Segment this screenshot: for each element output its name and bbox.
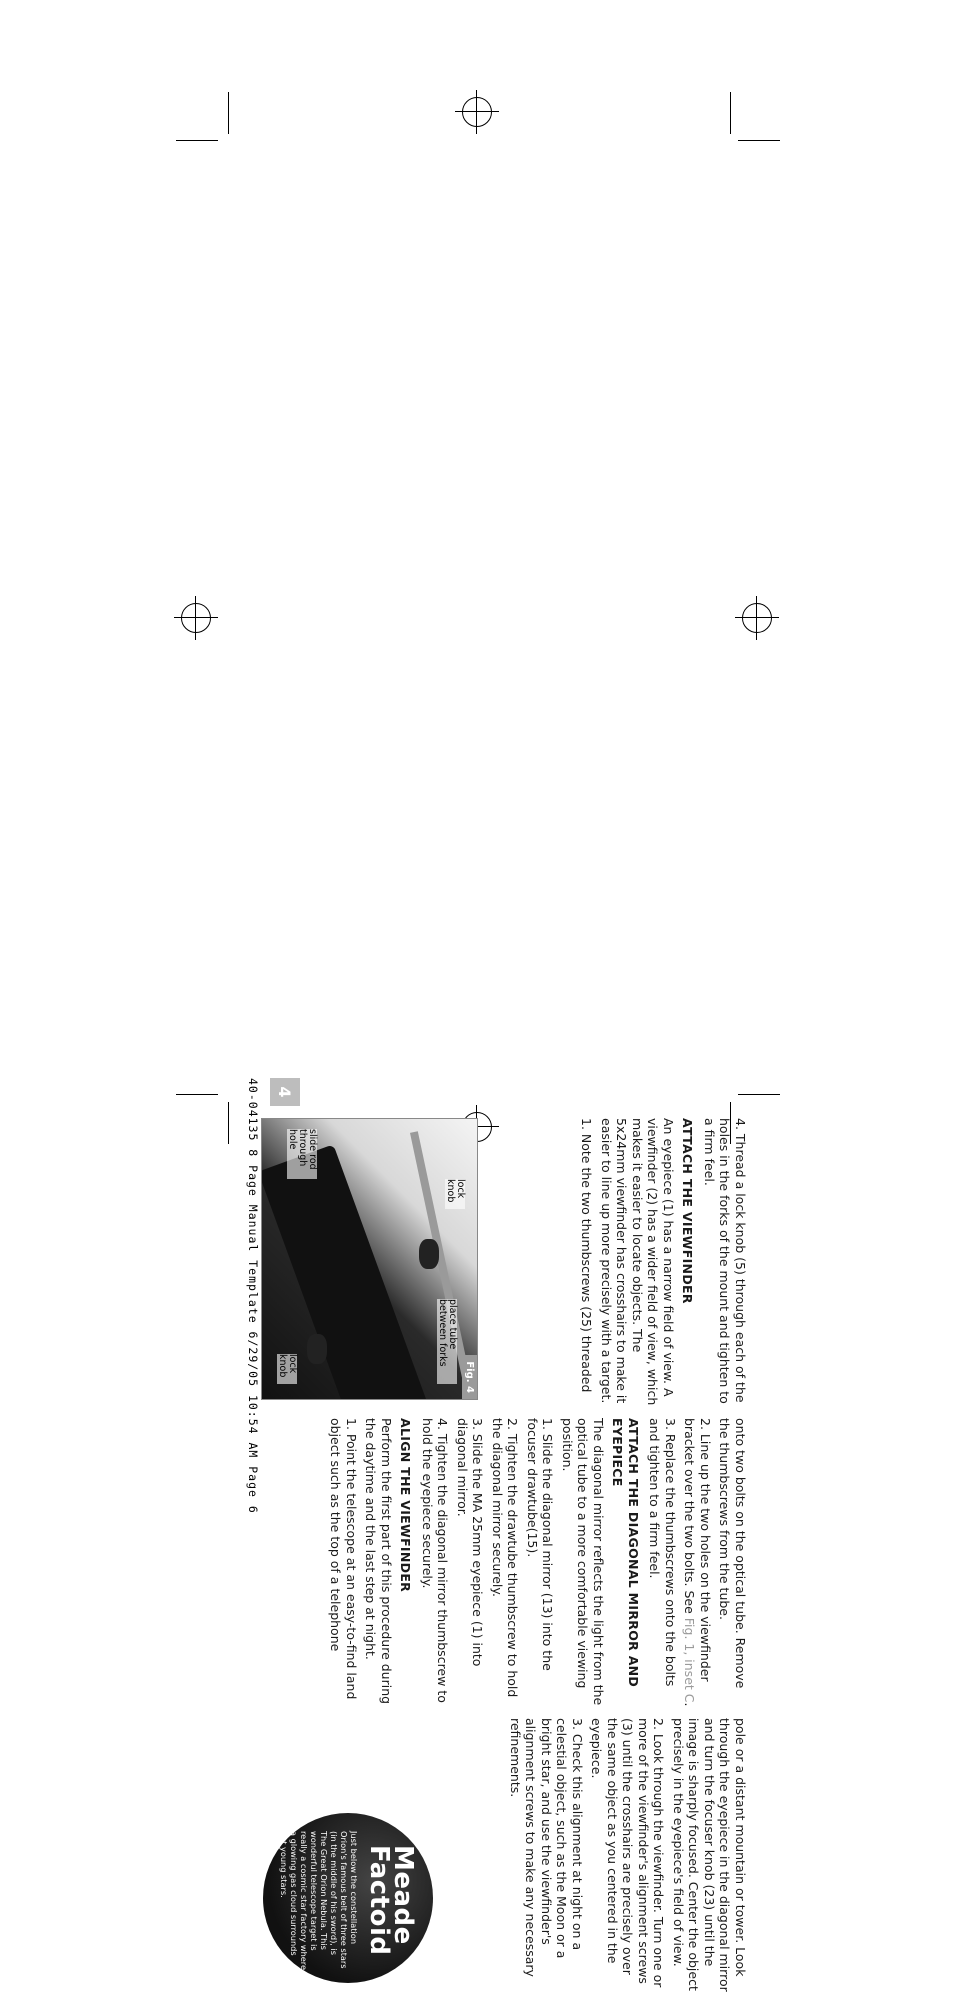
column-1: [575, 1118, 748, 1408]
viewfinder-step-1-cont: onto two bolts on the optical tube. Remove the thumbscrews from the tube.: [717, 1418, 748, 1689]
align-intro: Perform the first part of this procedure during the daytime and the last step at night.: [363, 1418, 394, 1705]
crop-mark: [228, 1102, 229, 1144]
figure-4: [261, 1118, 478, 1400]
diagonal-step-3: 3. Slide the MA 25mm eyepiece (1) into diagonal mirror.: [455, 1418, 486, 1667]
figure-tag: Fig. 4: [462, 1355, 477, 1399]
align-step-1: 1. Point the telescope at an easy-to-find land object such as the top of a telephone: [328, 1418, 359, 1700]
crop-mark: [730, 92, 731, 134]
align-step-3: 3. Check this alignment at night on a celestial object, such as the Moon or a bright star, and use the viewfinder's alignment screws to make any necessary refinements.: [508, 1718, 585, 1977]
registration-mark: [181, 603, 211, 633]
factoid-title: [364, 1845, 418, 1956]
heading-align-viewfinder: ALIGN THE VIEWFINDER: [398, 1418, 414, 1593]
registration-mark: [462, 97, 492, 127]
factoid-title-line-2: Factoid: [364, 1845, 394, 1956]
manual-page-content: [238, 1078, 758, 1998]
label-lock-knob-right: lock knob: [277, 1354, 297, 1384]
crop-mark: [176, 1094, 218, 1095]
step-4-text: 4. Thread a lock knob (5) through each of the holes in the forks of the mount and tighten to a firm feel.: [702, 1118, 748, 1404]
crop-mark: [176, 140, 218, 141]
manual-page: [238, 1078, 758, 1998]
viewfinder-step-3: 3. Replace the thumbscrews onto the bolts and tighten to a firm feel.: [647, 1418, 678, 1687]
lock-knob-top: [419, 1239, 439, 1269]
align-step-1-cont: pole or a distant mountain or tower. Look through the eyepiece in the diagonal mirror and turn the focuser knob (23) until the image is sharply focused. Center the object precisely in the eyepiece's field of view.: [671, 1718, 748, 1992]
label-place-tube: place tube between forks: [437, 1299, 457, 1384]
label-lock-knob-top: lock knob: [445, 1179, 465, 1209]
print-slug: 40-04135 8 Page Manual Template 6/29/05 10:54 AM Page 6: [246, 1078, 260, 1514]
factoid-body: Just below the constellation Orion's famous belt of three stars (in the middle of his sword), is The Great Orion Nebula. This wonderful telescope target is really a cosmic star factory where a glowing gas cloud surrounds hot young stars.: [279, 1831, 359, 1971]
page-number-tab: 4: [270, 1078, 300, 1106]
registration-mark: [742, 603, 772, 633]
viewfinder-step-1: 1. Note the two thumbscrews (25) threaded: [579, 1118, 595, 1393]
viewfinder-intro: An eyepiece (1) has a narrow field of view. A viewfinder (2) has a wider field of view, which makes it easier to locate objects. The 5x24mm viewfinder has crosshairs to make it easier to line up more precisely with a target.: [599, 1118, 676, 1406]
lock-knob-right: [307, 1334, 327, 1364]
viewfinder-step-2: [682, 1418, 713, 1708]
meade-factoid-badge: [263, 1813, 433, 1983]
step-2-text: 2. Line up the two holes on the viewfinder bracket over the two bolts. See: [682, 1418, 713, 1682]
align-step-2: 2. Look through the viewfinder. Turn one or more of the viewfinder's alignment screws (3) until the crosshairs are precisely over the same object as you centered in the eyepiece.: [589, 1718, 667, 1988]
step-2-end: .: [682, 1702, 698, 1707]
heading-diagonal-mirror: ATTACH THE DIAGONAL MIRROR AND EYEPIECE: [610, 1418, 641, 1688]
column-3: [504, 1718, 749, 1993]
factoid-title-line-1: Meade: [388, 1845, 418, 1945]
diagonal-intro: The diagonal mirror reflects the light from the optical tube to a more comfortable viewing position.: [560, 1418, 606, 1706]
crop-mark: [228, 92, 229, 134]
fig-1-inset-c-ref: Fig. 1, inset C: [682, 1617, 698, 1703]
diagonal-step-1: 1. Slide the diagonal mirror (13) into the focuser drawtube(15).: [525, 1418, 556, 1671]
label-slide-rod: slide rod through hole: [287, 1129, 317, 1179]
diagonal-step-2: 2. Tighten the drawtube thumbscrew to hold the diagonal mirror securely.: [490, 1418, 521, 1698]
column-2: [324, 1418, 748, 1708]
crop-mark: [738, 140, 780, 141]
diagonal-step-4: 4. Tighten the diagonal mirror thumbscrew to hold the eyepiece securely.: [420, 1418, 451, 1703]
heading-attach-viewfinder: ATTACH THE VIEWFINDER: [680, 1118, 696, 1304]
